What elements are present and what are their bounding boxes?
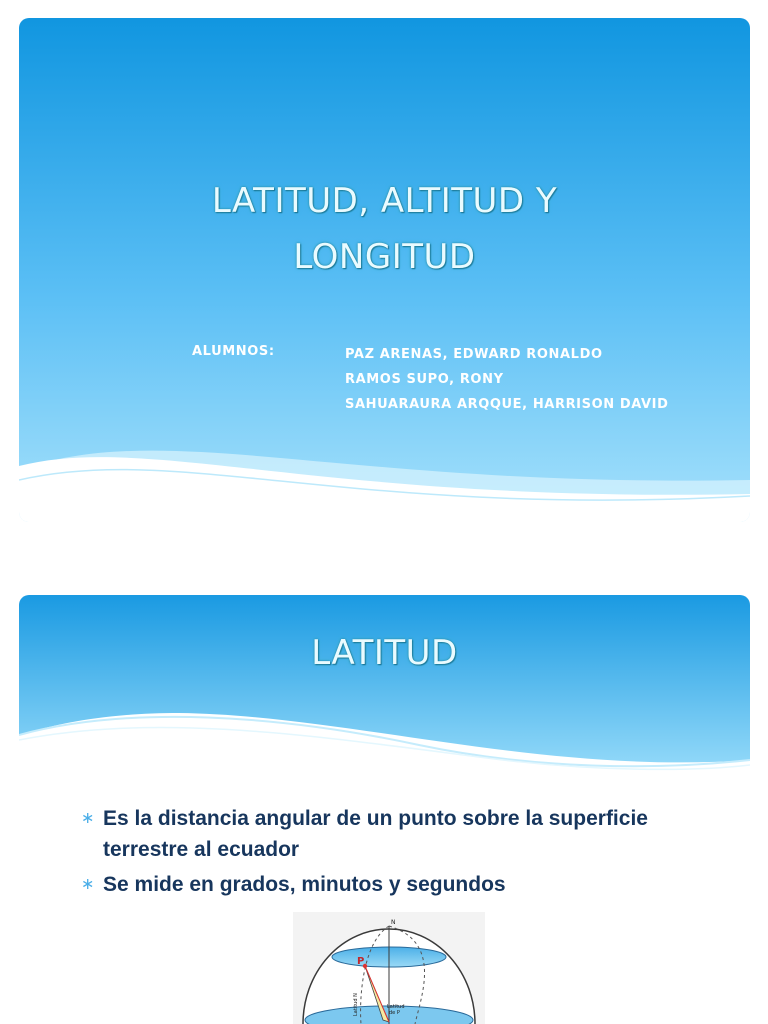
authors-label: ALUMNOS: bbox=[192, 344, 275, 359]
title-line-1: LATITUD, ALTITUD Y bbox=[211, 181, 558, 221]
list-item bbox=[81, 869, 721, 900]
latitude-of-p-line-1: Latitud bbox=[387, 1004, 405, 1010]
bullet-text: Se mide en grados, minutos y segundos bbox=[103, 873, 506, 896]
authors-list bbox=[345, 344, 669, 419]
list-item bbox=[81, 803, 721, 865]
title-slide bbox=[19, 18, 750, 522]
presentation-title bbox=[19, 173, 750, 285]
latitude-globe-diagram bbox=[293, 912, 485, 1024]
latitud-slide bbox=[19, 595, 750, 1024]
author-name: SAHUARAURA ARQQUE, HARRISON DAVID bbox=[345, 397, 669, 412]
latitude-axis-label: Latitud N bbox=[353, 993, 359, 1016]
bullet-icon: ∗ bbox=[81, 810, 95, 827]
north-label: N bbox=[391, 919, 396, 926]
title-line-2: LONGITUD bbox=[293, 237, 476, 277]
bullet-list bbox=[81, 803, 721, 904]
bullet-text: Es la distancia angular de un punto sobre la superficie terrestre al ecuador bbox=[103, 807, 648, 861]
author-name: PAZ ARENAS, EDWARD RONALDO bbox=[345, 347, 603, 362]
slide-title: LATITUD bbox=[311, 633, 458, 673]
bullet-icon: ∗ bbox=[81, 876, 95, 893]
author-name: RAMOS SUPO, RONY bbox=[345, 372, 504, 387]
globe-icon bbox=[293, 912, 485, 1024]
point-label: P bbox=[357, 956, 365, 967]
latitude-of-p-line-2: de P bbox=[389, 1010, 400, 1016]
